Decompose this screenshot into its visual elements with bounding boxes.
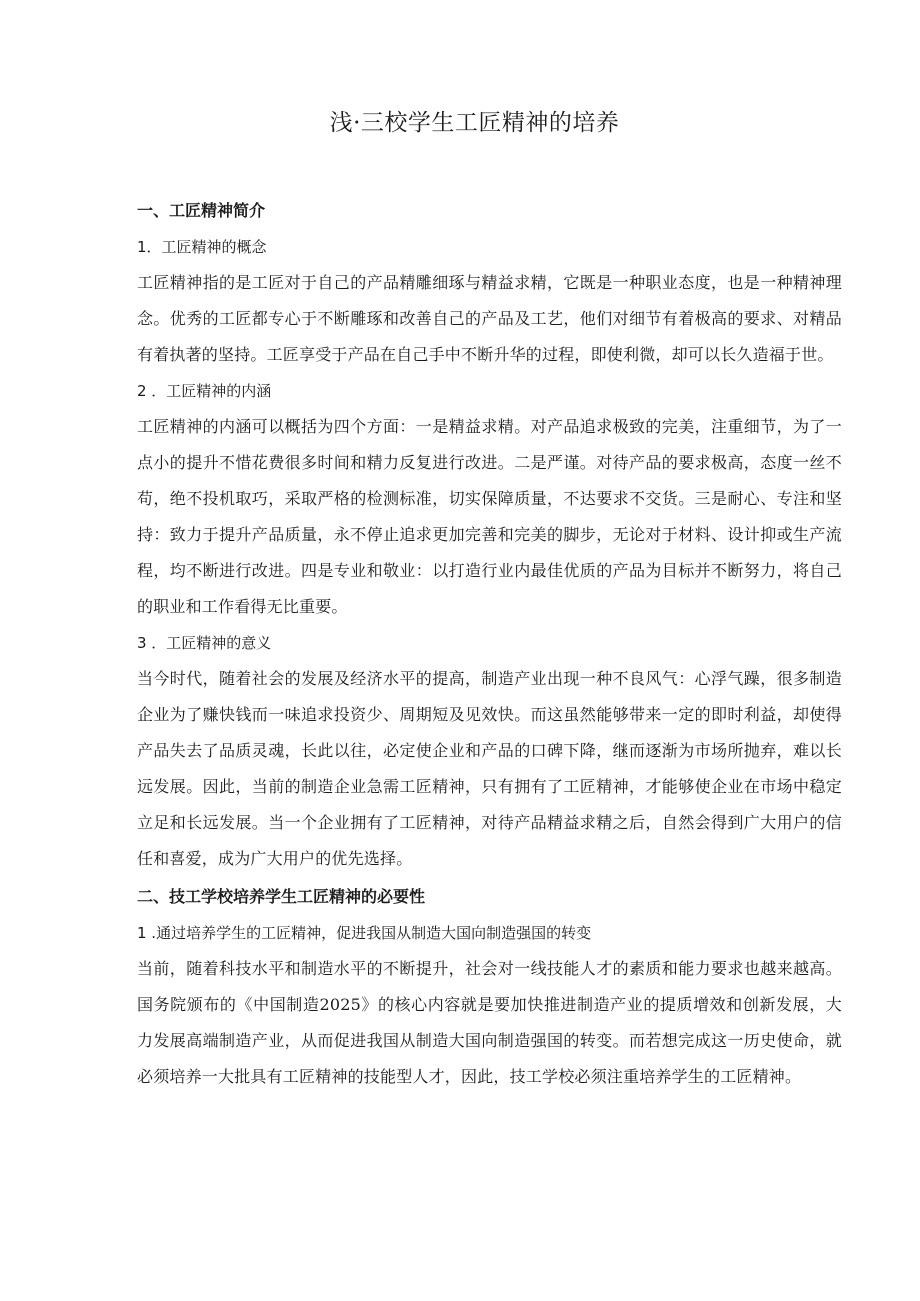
document-title: 浅·三校学生工匠精神的培养 [329, 110, 620, 136]
subsection-heading: 3 ．工匠精神的意义 [137, 634, 272, 652]
subsection-heading: 1．工匠精神的概念 [137, 238, 267, 256]
body-paragraph: 当今时代，随着社会的发展及经济水平的提高，制造产业出现一种不良风气：心浮气躁，很多制造企业为了赚快钱而一味追求投资少、周期短及见效快。而这虽然能够带来一定的即时利益，却使得产品失去了品质灵魂，长此以往，必定使企业和产品的口碑下降，继而逐渐为市场所抛弃，难以长远发展。因此，当前的制造企业急需工匠精神，只有拥有了工匠精神，才能够使企业在市场中稳定立足和长远发展。当一个企业拥有了工匠精神，对待产品精益求精之后，自然会得到广大用户的信任和喜爱，成为广大用户的优先选择。 [137, 669, 842, 868]
section-heading: 一、工匠精神简介 [137, 201, 266, 220]
subsection-heading: 1 .通过培养学生的工匠精神，促进我国从制造大国向制造强国的转变 [137, 924, 592, 942]
subsection-heading: 2 ．工匠精神的内涵 [137, 382, 272, 400]
body-paragraph: 当前，随着科技水平和制造水平的不断提升，社会对一线技能人才的素质和能力要求也越来越高。国务院颁布的《中国制造2025》的核心内容就是要加快推进制造产业的提质增效和创新发展，大力发展高端制造产业，从而促进我国从制造大国向制造强国的转变。而若想完成这一历史使命，就必须培养一大批具有工匠精神的技能型人才，因此，技工学校必须注重培养学生的工匠精神。 [137, 959, 842, 1086]
section-craftsman-intro [137, 193, 842, 877]
section-heading: 二、技工学校培养学生工匠精神的必要性 [137, 887, 426, 906]
section-necessity [137, 879, 842, 1095]
body-paragraph: 工匠精神的内涵可以概括为四个方面：一是精益求精。对产品追求极致的完美，注重细节，为了一点小的提升不惜花费很多时间和精力反复进行改进。二是严谨。对待产品的要求极高，态度一丝不苟，绝不投机取巧，采取严格的检测标准，切实保障质量，不达要求不交货。三是耐心、专注和坚持：致力于提升产品质量，永不停止追求更加完善和完美的脚步，无论对于材料、设计抑或生产流程，均不断进行改进。四是专业和敬业：以打造行业内最佳优质的产品为目标并不断努力，将自己的职业和工作看得无比重要。 [137, 417, 842, 616]
body-paragraph: 工匠精神指的是工匠对于自己的产品精雕细琢与精益求精，它既是一种职业态度，也是一种精神理念。优秀的工匠都专心于不断雕琢和改善自己的产品及工艺，他们对细节有着极高的要求、对精品有着执著的坚持。工匠享受于产品在自己手中不断升华的过程，即使利微，却可以长久造福于世。 [137, 273, 842, 364]
